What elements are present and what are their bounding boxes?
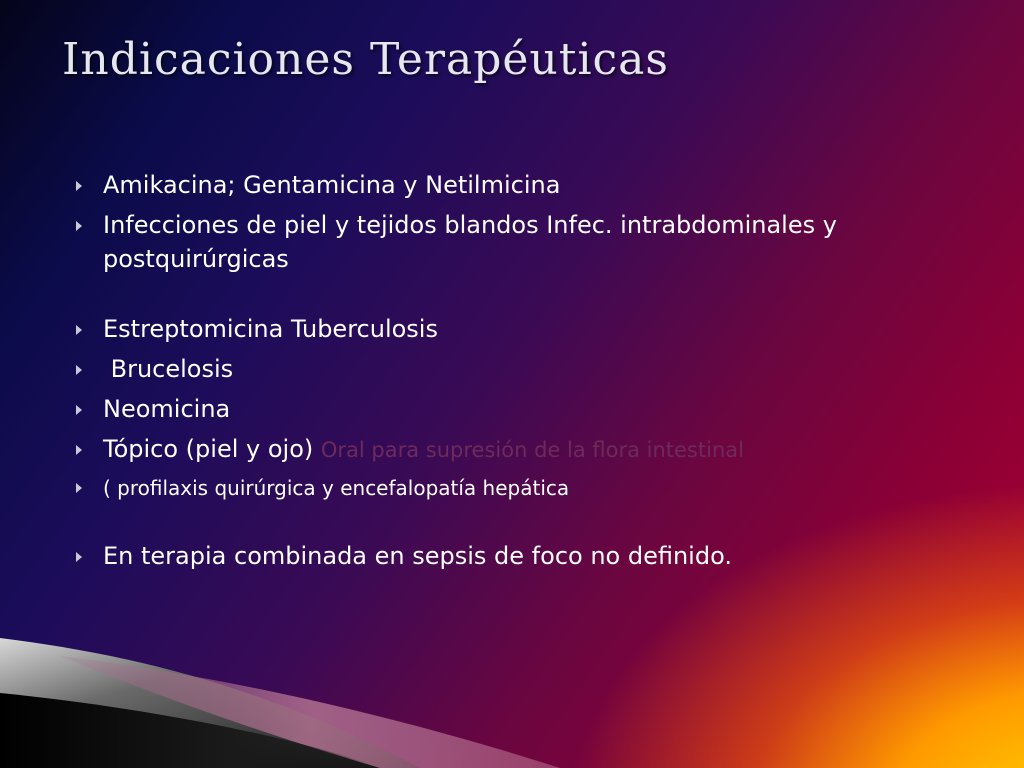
bullet-item	[72, 392, 972, 426]
bullet-list	[72, 168, 972, 579]
slide-title: Indicaciones Terapéuticas	[62, 34, 669, 85]
decorative-swoosh	[0, 638, 1024, 768]
bullet-arrow-icon	[76, 405, 82, 415]
bullet-arrow-icon	[76, 552, 82, 562]
bullet-text: Amikacina; Gentamicina y Netilmicina	[103, 171, 561, 199]
bullet-item	[72, 208, 972, 276]
bullet-arrow-icon	[76, 325, 82, 335]
bullet-item	[72, 312, 972, 346]
bullet-arrow-icon	[76, 221, 82, 231]
bullet-item	[72, 352, 972, 386]
bullet-item	[72, 473, 972, 503]
bullet-muted-text: Oral para supresión de la flora intestinal	[320, 438, 744, 462]
bullet-item	[72, 168, 972, 202]
bullet-text: Brucelosis	[103, 355, 234, 383]
bullet-text: Infecciones de piel y tejidos blandos Infec. intrabdominales y postquirúrgicas	[103, 211, 837, 273]
bullet-item	[72, 432, 972, 467]
bullet-text: ( profilaxis quirúrgica y encefalopatía hepática	[103, 476, 570, 500]
bullet-item	[72, 539, 972, 573]
bullet-text: En terapia combinada en sepsis de foco no definido.	[103, 542, 732, 570]
bullet-arrow-icon	[76, 445, 82, 455]
bullet-text: Tópico (piel y ojo)	[103, 435, 321, 463]
bullet-arrow-icon	[76, 365, 82, 375]
bullet-text: Neomicina	[103, 395, 231, 423]
bullet-arrow-icon	[76, 483, 82, 493]
bullet-arrow-icon	[76, 181, 82, 191]
bullet-text: Estreptomicina Tuberculosis	[103, 315, 438, 343]
